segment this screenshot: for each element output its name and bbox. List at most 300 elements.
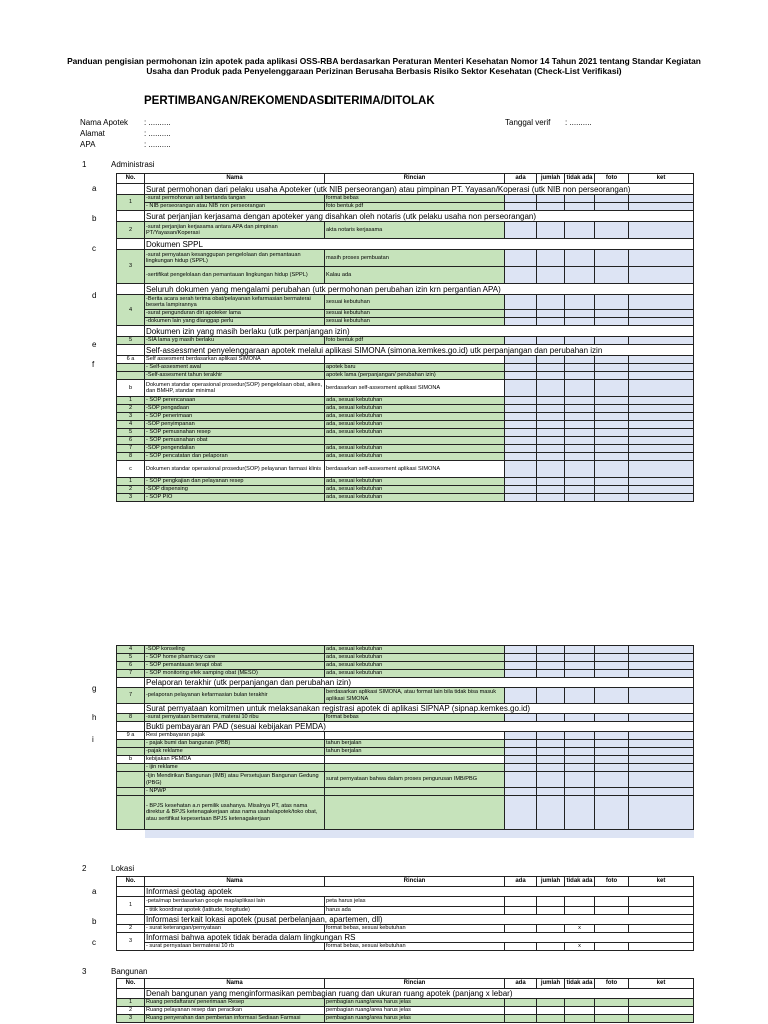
item-name: -pelaporan pelayanan kefarmasian bulan terakhir — [145, 688, 325, 704]
item-letter: b — [92, 917, 97, 926]
check-ket[interactable] — [629, 943, 694, 951]
check-jumlah[interactable] — [537, 364, 565, 372]
sop-detail: ada, sesuai kebutuhan — [325, 445, 505, 453]
sop-detail — [325, 437, 505, 445]
item-name: -dokumen lain yang dianggap perlu — [145, 318, 325, 326]
check-ada[interactable] — [505, 397, 537, 405]
check-ada[interactable] — [505, 714, 537, 722]
row-no: 2 — [117, 222, 145, 239]
item-name: - NPWP — [145, 788, 325, 796]
check-jumlah[interactable] — [537, 453, 565, 461]
check-ket[interactable] — [629, 421, 694, 429]
check-foto[interactable] — [595, 421, 629, 429]
check-tidak-ada[interactable] — [565, 714, 595, 722]
check-jumlah[interactable] — [537, 646, 565, 654]
check-ket[interactable] — [629, 714, 694, 722]
check-jumlah[interactable] — [537, 897, 565, 907]
check-ket[interactable] — [629, 453, 694, 461]
check-foto[interactable] — [595, 796, 629, 830]
check-ket[interactable] — [629, 740, 694, 748]
check-tidak-ada[interactable] — [565, 337, 595, 345]
item-name: -surat perjanjian kerjasama antara APA dan pimpinan PT/Yayasan/Koperasi — [145, 222, 325, 239]
check-ada[interactable] — [505, 943, 537, 951]
item-detail: apotek baru — [325, 364, 505, 372]
check-jumlah[interactable] — [537, 250, 565, 267]
check-foto[interactable] — [595, 670, 629, 678]
group-title: Denah bangunan yang menginformasikan pembagian ruang dan ukuran ruang apotek (panjang x lebar) — [145, 989, 694, 999]
check-foto[interactable] — [595, 740, 629, 748]
check-jumlah[interactable] — [537, 714, 565, 722]
sop-item: - SOP pemusnahan obat — [145, 437, 325, 445]
item-detail: format bebas — [325, 195, 505, 203]
item-letter: a — [92, 887, 97, 896]
check-foto[interactable] — [595, 453, 629, 461]
check-foto[interactable] — [595, 943, 629, 951]
check-tidak-ada[interactable] — [565, 897, 595, 907]
sop-item: - SOP pemusnahan resep — [145, 429, 325, 437]
check-foto[interactable] — [595, 310, 629, 318]
check-jumlah[interactable] — [537, 925, 565, 933]
col-rincian: Rincian — [325, 174, 505, 184]
check-tidak-ada[interactable] — [565, 429, 595, 437]
check-ket[interactable] — [629, 478, 694, 486]
item-name: - titik koordinat apotek (latitude, longitude) — [145, 907, 325, 915]
item-letter: h — [92, 713, 97, 722]
col-ket: ket — [629, 174, 694, 184]
group-title: Bukti pembayaran PAD (sesuai kebijakan PEMDA) — [145, 722, 694, 732]
check-foto[interactable] — [595, 646, 629, 654]
label-nama-apotek: Nama Apotek — [80, 118, 129, 127]
check-tidak-ada[interactable] — [565, 295, 595, 310]
item-letter: f — [92, 360, 95, 369]
check-tidak-ada[interactable] — [565, 405, 595, 413]
check-tidak-ada[interactable] — [565, 670, 595, 678]
check-jumlah[interactable] — [537, 445, 565, 453]
check-jumlah[interactable] — [537, 907, 565, 915]
check-jumlah[interactable] — [537, 1015, 565, 1023]
check-ket[interactable] — [629, 405, 694, 413]
check-jumlah[interactable] — [537, 429, 565, 437]
check-ket[interactable] — [629, 437, 694, 445]
check-jumlah[interactable] — [537, 796, 565, 830]
row-no: 1 — [117, 195, 145, 211]
check-jumlah[interactable] — [537, 267, 565, 284]
check-tidak-ada[interactable] — [565, 688, 595, 704]
room-detail: pembagian ruang/area harus jelas — [325, 999, 505, 1007]
check-tidak-ada[interactable] — [565, 764, 595, 772]
sop-detail: ada, sesuai kebutuhan — [325, 494, 505, 502]
check-jumlah[interactable] — [537, 372, 565, 380]
check-jumlah[interactable] — [537, 486, 565, 494]
check-ada[interactable] — [505, 318, 537, 326]
item-name: -Ijin Mendirikan Bangunan (IMB) atau Persetujuan Bangunan Gedung (PBG) — [145, 772, 325, 788]
check-jumlah[interactable] — [537, 478, 565, 486]
item-name: - pajak bumi dan bangunan (PBB) — [145, 740, 325, 748]
check-ket[interactable] — [629, 796, 694, 830]
check-tidak-ada[interactable] — [565, 372, 595, 380]
check-foto[interactable] — [595, 195, 629, 203]
check-ada[interactable] — [505, 748, 537, 756]
check-ket[interactable] — [629, 646, 694, 654]
check-ket[interactable] — [629, 999, 694, 1007]
item-letter: d — [92, 291, 97, 300]
check-ada[interactable] — [505, 222, 537, 239]
check-ada[interactable] — [505, 421, 537, 429]
check-tidak-ada[interactable] — [565, 748, 595, 756]
check-ada[interactable] — [505, 486, 537, 494]
item-detail: sesuai kebutuhan — [325, 295, 505, 310]
item-name: Resi pembayaran pajak — [145, 732, 325, 740]
item-name: - BPJS kesehatan a.n pemilik usahanya. Misalnya PT, atas nama direktur & BPJS ketenagakerjaan atas nama usaha/apotek/toko obat, atau sertifikat kepesertaan BPJS ketenagakerjaan — [145, 796, 325, 830]
check-foto[interactable] — [595, 1015, 629, 1023]
check-tidak-ada[interactable] — [565, 772, 595, 788]
check-tidak-ada[interactable] — [565, 195, 595, 203]
sop-item: -SOP dispensing — [145, 486, 325, 494]
check-tidak-ada[interactable]: x — [565, 943, 595, 951]
check-foto[interactable] — [595, 494, 629, 502]
check-ada[interactable] — [505, 1015, 537, 1023]
check-jumlah[interactable] — [537, 203, 565, 211]
section-number: 3 — [82, 967, 87, 976]
check-ada[interactable] — [505, 494, 537, 502]
item-letter: c — [92, 938, 96, 947]
check-foto[interactable] — [595, 478, 629, 486]
item-name: -pajak reklame — [145, 748, 325, 756]
check-ket[interactable] — [629, 397, 694, 405]
col-foto: foto — [595, 979, 629, 989]
check-jumlah[interactable] — [537, 764, 565, 772]
check-ada[interactable] — [505, 772, 537, 788]
check-jumlah[interactable] — [537, 662, 565, 670]
check-ket[interactable] — [629, 788, 694, 796]
check-foto[interactable] — [595, 295, 629, 310]
label-apa: APA — [80, 140, 96, 149]
field-tanggal-verif[interactable]: : .......... — [565, 118, 592, 127]
check-jumlah[interactable] — [537, 748, 565, 756]
group-title: Surat pernyataan komitmen untuk melaksanakan registrasi apotek di aplikasi SIPNAP (sipnap.kemkes.go.id) — [145, 704, 694, 714]
check-ket[interactable] — [629, 203, 694, 211]
group-title: Surat permohonan dari pelaku usaha Apoteker (utk NIB perseorangan) atau pimpinan PT. Yayasan/Koperasi (utk NIB non perseorangan) — [145, 184, 694, 195]
section-number: 2 — [82, 864, 87, 873]
check-ket[interactable] — [629, 897, 694, 907]
check-tidak-ada[interactable] — [565, 413, 595, 421]
check-jumlah[interactable] — [537, 295, 565, 310]
check-ada[interactable] — [505, 1007, 537, 1015]
check-tidak-ada[interactable] — [565, 1007, 595, 1015]
check-jumlah[interactable] — [537, 494, 565, 502]
sop-item: -SOP konseling — [145, 646, 325, 654]
check-foto[interactable] — [595, 662, 629, 670]
col-ket: ket — [629, 979, 694, 989]
check-ket[interactable] — [629, 318, 694, 326]
check-foto[interactable] — [595, 486, 629, 494]
check-foto[interactable] — [595, 907, 629, 915]
check-jumlah[interactable] — [537, 740, 565, 748]
check-ada[interactable] — [505, 250, 537, 267]
check-ada[interactable] — [505, 788, 537, 796]
check-tidak-ada[interactable] — [565, 654, 595, 662]
check-jumlah[interactable] — [537, 195, 565, 203]
check-foto[interactable] — [595, 748, 629, 756]
check-tidak-ada[interactable] — [565, 318, 595, 326]
check-jumlah[interactable] — [537, 943, 565, 951]
item-detail: apotek lama (perpanjangan/ perubahan izin) — [325, 372, 505, 380]
check-tidak-ada[interactable] — [565, 203, 595, 211]
check-foto[interactable] — [595, 429, 629, 437]
sop-item: -SOP penyimpanan — [145, 421, 325, 429]
check-ket[interactable] — [629, 372, 694, 380]
check-foto[interactable] — [595, 772, 629, 788]
check-foto[interactable] — [595, 999, 629, 1007]
check-ket[interactable] — [629, 748, 694, 756]
check-foto[interactable] — [595, 1007, 629, 1015]
group-title: Dokumen izin yang masih berlaku (utk perpanjangan izin) — [145, 326, 694, 337]
check-tidak-ada[interactable] — [565, 1015, 595, 1023]
check-ada[interactable] — [505, 405, 537, 413]
item-letter: a — [92, 184, 97, 193]
row-no: 3 — [117, 250, 145, 284]
field-nama-apotek[interactable]: : .......... — [144, 118, 171, 127]
check-ket[interactable] — [629, 1007, 694, 1015]
sop-detail: ada, sesuai kebutuhan — [325, 429, 505, 437]
check-tidak-ada[interactable] — [565, 445, 595, 453]
check-foto[interactable] — [595, 372, 629, 380]
col-rincian: Rincian — [325, 877, 505, 887]
check-tidak-ada[interactable] — [565, 250, 595, 267]
check-ada[interactable] — [505, 413, 537, 421]
check-jumlah[interactable] — [537, 788, 565, 796]
checklist-table-continued: 4 -SOP konseling ada, sesuai kebutuhan 5 - SOP home pharmacy care ada, sesuai kebutuhan 6 - SOP pemantauan terapi obat ada, sesuai kebutuhan 7 - SOP monitoring efek samping obat (MESO) ada, sesuai kebutuhan Pelaporan terakhir (utk perpanjangan dan perubahan izin) 7 -pelaporan pelayanan kefarmasian bulan terakhir berdasarkan aplikasi SIMONA, atau format lain bila tidak bisa masuk aplikasi SIMONA Surat pernyataan komitmen untuk melaksanakan registrasi apotek di aplikasi SIPNAP (sipnap.kemkes.go.id) 8 -surat pernyataan bermaterai, materai 10 ribu format bebas Bukti pembayaran PAD (sesuai kebijakan PEMDA) 9 a Resi pembayaran pajak - pajak bumi dan bangunan (PBB) tahun berjalan -pajak reklame tahun berjalan b kebijakan PEMDA - ijin reklame -Ijin Mendirikan Bangunan (IMB) atau Persetujuan Bangunan Gedung (PBG) surat pernyataan bahwa dalam proses pengurusan IMB/PBG - NPWP - BPJS kesehatan a.n pemilik usahanya. Misalnya PT, atas nama direktur & BPJS ketenagakerjaan atas nama usaha/apotek/toko obat, atau sertifikat kepesertaan BPJS ketenagakerjaan — [116, 645, 694, 838]
check-ket[interactable] — [629, 907, 694, 915]
check-ada[interactable] — [505, 764, 537, 772]
check-ada[interactable] — [505, 646, 537, 654]
col-tidak-ada: tidak ada — [565, 979, 595, 989]
check-foto[interactable] — [595, 318, 629, 326]
check-foto[interactable] — [595, 405, 629, 413]
check-ada[interactable] — [505, 654, 537, 662]
item-name: -Self-assesment tahun terakhir — [145, 372, 325, 380]
check-foto[interactable] — [595, 337, 629, 345]
check-ada[interactable] — [505, 295, 537, 310]
item-name: kebijakan PEMDA — [145, 756, 325, 764]
check-ket[interactable] — [629, 764, 694, 772]
check-tidak-ada[interactable] — [565, 310, 595, 318]
col-ada: ada — [505, 174, 537, 184]
check-jumlah[interactable] — [537, 310, 565, 318]
checklist-table-bangunan: No. Nama Rincian ada jumlah tidak ada foto ket Denah bangunan yang menginformasikan pembagian ruang dan ukuran ruang apotek (panjang x lebar) 1 Ruang pendaftaran/ penerimaan Resep pembagian ruang/area harus jelas 2 Ruang pelayanan resep dan peracikan pembagian ruang/area harus jelas 3 Ruang penyerahan dan pemberian informasi Sediaan Farmasi pembagian ruang/area harus jelas — [116, 978, 694, 1023]
row-no: 5 — [117, 337, 145, 345]
check-foto[interactable] — [595, 764, 629, 772]
check-tidak-ada[interactable] — [565, 222, 595, 239]
check-ket[interactable] — [629, 925, 694, 933]
sop-item: - SOP pencatatan dan pelaporan — [145, 453, 325, 461]
check-ket[interactable] — [629, 222, 694, 239]
check-ket[interactable] — [629, 662, 694, 670]
check-ket[interactable] — [629, 364, 694, 372]
check-foto[interactable] — [595, 222, 629, 239]
col-no: No. — [117, 877, 145, 887]
check-ada[interactable] — [505, 478, 537, 486]
check-foto[interactable] — [595, 897, 629, 907]
check-jumlah[interactable] — [537, 413, 565, 421]
sop-item: -SOP pengendalian — [145, 445, 325, 453]
check-ket[interactable] — [629, 1015, 694, 1023]
check-ket[interactable] — [629, 310, 694, 318]
item-detail: Kalau ada — [325, 267, 505, 284]
check-ada[interactable] — [505, 337, 537, 345]
check-ket[interactable] — [629, 670, 694, 678]
group-title: Pelaporan terakhir (utk perpanjangan dan perubahan izin) — [145, 678, 694, 688]
check-jumlah[interactable] — [537, 999, 565, 1007]
check-foto[interactable] — [595, 714, 629, 722]
check-tidak-ada[interactable] — [565, 486, 595, 494]
item-name: Dokumen standar operasional prosedur(SOP) pelayanan farmasi klinis — [145, 461, 325, 478]
check-ket[interactable] — [629, 250, 694, 267]
item-letter: b — [92, 214, 97, 223]
check-ada[interactable] — [505, 688, 537, 704]
check-jumlah[interactable] — [537, 654, 565, 662]
check-jumlah[interactable] — [537, 222, 565, 239]
check-tidak-ada[interactable] — [565, 453, 595, 461]
section-number: 1 — [82, 160, 87, 169]
check-ada[interactable] — [505, 999, 537, 1007]
sop-detail: ada, sesuai kebutuhan — [325, 413, 505, 421]
check-tidak-ada[interactable] — [565, 662, 595, 670]
check-foto[interactable] — [595, 397, 629, 405]
check-ket[interactable] — [629, 429, 694, 437]
check-ket[interactable] — [629, 494, 694, 502]
check-tidak-ada[interactable] — [565, 494, 595, 502]
check-foto[interactable] — [595, 788, 629, 796]
check-jumlah[interactable] — [537, 397, 565, 405]
check-ada[interactable] — [505, 203, 537, 211]
check-ket[interactable] — [629, 486, 694, 494]
sop-detail: ada, sesuai kebutuhan — [325, 478, 505, 486]
check-jumlah[interactable] — [537, 337, 565, 345]
check-ada[interactable] — [505, 662, 537, 670]
col-nama: Nama — [145, 979, 325, 989]
group-title: Surat perjanjian kerjasama dengan apoteker yang disahkan oleh notaris (utk pelaku usaha non perseorangan) — [145, 211, 694, 222]
check-ket[interactable] — [629, 445, 694, 453]
check-ada[interactable] — [505, 372, 537, 380]
check-foto[interactable] — [595, 445, 629, 453]
check-ada[interactable] — [505, 310, 537, 318]
check-ada[interactable] — [505, 364, 537, 372]
check-tidak-ada[interactable] — [565, 267, 595, 284]
col-foto: foto — [595, 877, 629, 887]
check-jumlah[interactable] — [537, 688, 565, 704]
check-ket[interactable] — [629, 413, 694, 421]
check-ada[interactable] — [505, 907, 537, 915]
field-apa[interactable]: : .......... — [144, 140, 171, 149]
item-detail: tahun berjalan — [325, 740, 505, 748]
sop-detail: ada, sesuai kebutuhan — [325, 662, 505, 670]
check-ada[interactable] — [505, 445, 537, 453]
sop-item: - SOP pengkajian dan pelayanan resep — [145, 478, 325, 486]
check-ket[interactable] — [629, 337, 694, 345]
check-foto[interactable] — [595, 203, 629, 211]
check-foto[interactable] — [595, 413, 629, 421]
check-tidak-ada[interactable] — [565, 796, 595, 830]
check-ada[interactable] — [505, 267, 537, 284]
section-label-bangunan: Bangunan — [111, 967, 148, 976]
sop-detail: ada, sesuai kebutuhan — [325, 405, 505, 413]
col-ada: ada — [505, 979, 537, 989]
check-jumlah[interactable] — [537, 772, 565, 788]
check-jumlah[interactable] — [537, 670, 565, 678]
check-tidak-ada[interactable]: x — [565, 925, 595, 933]
check-ket[interactable] — [629, 267, 694, 284]
col-no: No. — [117, 979, 145, 989]
check-tidak-ada[interactable] — [565, 999, 595, 1007]
check-ada[interactable] — [505, 796, 537, 830]
check-ada[interactable] — [505, 429, 537, 437]
item-name: -surat pernyataan kesanggupan pengelolaan dan pemantauan lingkungan hidup (SPPL) — [145, 250, 325, 267]
sop-detail: ada, sesuai kebutuhan — [325, 486, 505, 494]
check-ada[interactable] — [505, 670, 537, 678]
item-letter: e — [92, 340, 97, 349]
check-tidak-ada[interactable] — [565, 646, 595, 654]
check-ket[interactable] — [629, 295, 694, 310]
check-jumlah[interactable] — [537, 437, 565, 445]
check-tidak-ada[interactable] — [565, 740, 595, 748]
item-name: Dokumen standar operasional prosedur(SOP) pengelolaan obat, alkes, dan BMHP, standar minimal — [145, 380, 325, 397]
check-foto[interactable] — [595, 437, 629, 445]
field-alamat[interactable]: : .......... — [144, 129, 171, 138]
room-item: Ruang pendaftaran/ penerimaan Resep — [145, 999, 325, 1007]
check-ada[interactable] — [505, 453, 537, 461]
check-tidak-ada[interactable] — [565, 421, 595, 429]
check-ada[interactable] — [505, 925, 537, 933]
check-ada[interactable] — [505, 195, 537, 203]
check-tidak-ada[interactable] — [565, 478, 595, 486]
sop-detail: ada, sesuai kebutuhan — [325, 421, 505, 429]
check-jumlah[interactable] — [537, 421, 565, 429]
check-jumlah[interactable] — [537, 318, 565, 326]
col-tidak-ada: tidak ada — [565, 877, 595, 887]
check-tidak-ada[interactable] — [565, 788, 595, 796]
check-tidak-ada[interactable] — [565, 437, 595, 445]
check-foto[interactable] — [595, 654, 629, 662]
item-detail: foto bentuk pdf — [325, 337, 505, 345]
check-foto[interactable] — [595, 267, 629, 284]
check-ada[interactable] — [505, 437, 537, 445]
check-ket[interactable] — [629, 688, 694, 704]
check-foto[interactable] — [595, 364, 629, 372]
sop-detail: ada, sesuai kebutuhan — [325, 654, 505, 662]
check-foto[interactable] — [595, 925, 629, 933]
check-tidak-ada[interactable] — [565, 397, 595, 405]
check-foto[interactable] — [595, 688, 629, 704]
check-foto[interactable] — [595, 250, 629, 267]
group-title: Dokumen SPPL — [145, 239, 694, 250]
room-item: Ruang pelayanan resep dan peracikan — [145, 1007, 325, 1015]
check-ada[interactable] — [505, 740, 537, 748]
sop-detail: ada, sesuai kebutuhan — [325, 646, 505, 654]
check-ket[interactable] — [629, 195, 694, 203]
check-ket[interactable] — [629, 654, 694, 662]
item-name: -SIA lama yg masih berlaku — [145, 337, 325, 345]
check-jumlah[interactable] — [537, 405, 565, 413]
item-detail: surat pernyataan bahwa dalam proses pengurusan IMB/PBG — [325, 772, 505, 788]
check-jumlah[interactable] — [537, 1007, 565, 1015]
check-tidak-ada[interactable] — [565, 364, 595, 372]
check-ket[interactable] — [629, 772, 694, 788]
check-tidak-ada[interactable] — [565, 907, 595, 915]
check-ada[interactable] — [505, 897, 537, 907]
group-title: Seluruh dokumen yang mengalami perubahan (utk permohonan perubahan izin krn pergantian APA) — [145, 284, 694, 295]
item-detail: foto bentuk pdf — [325, 203, 505, 211]
